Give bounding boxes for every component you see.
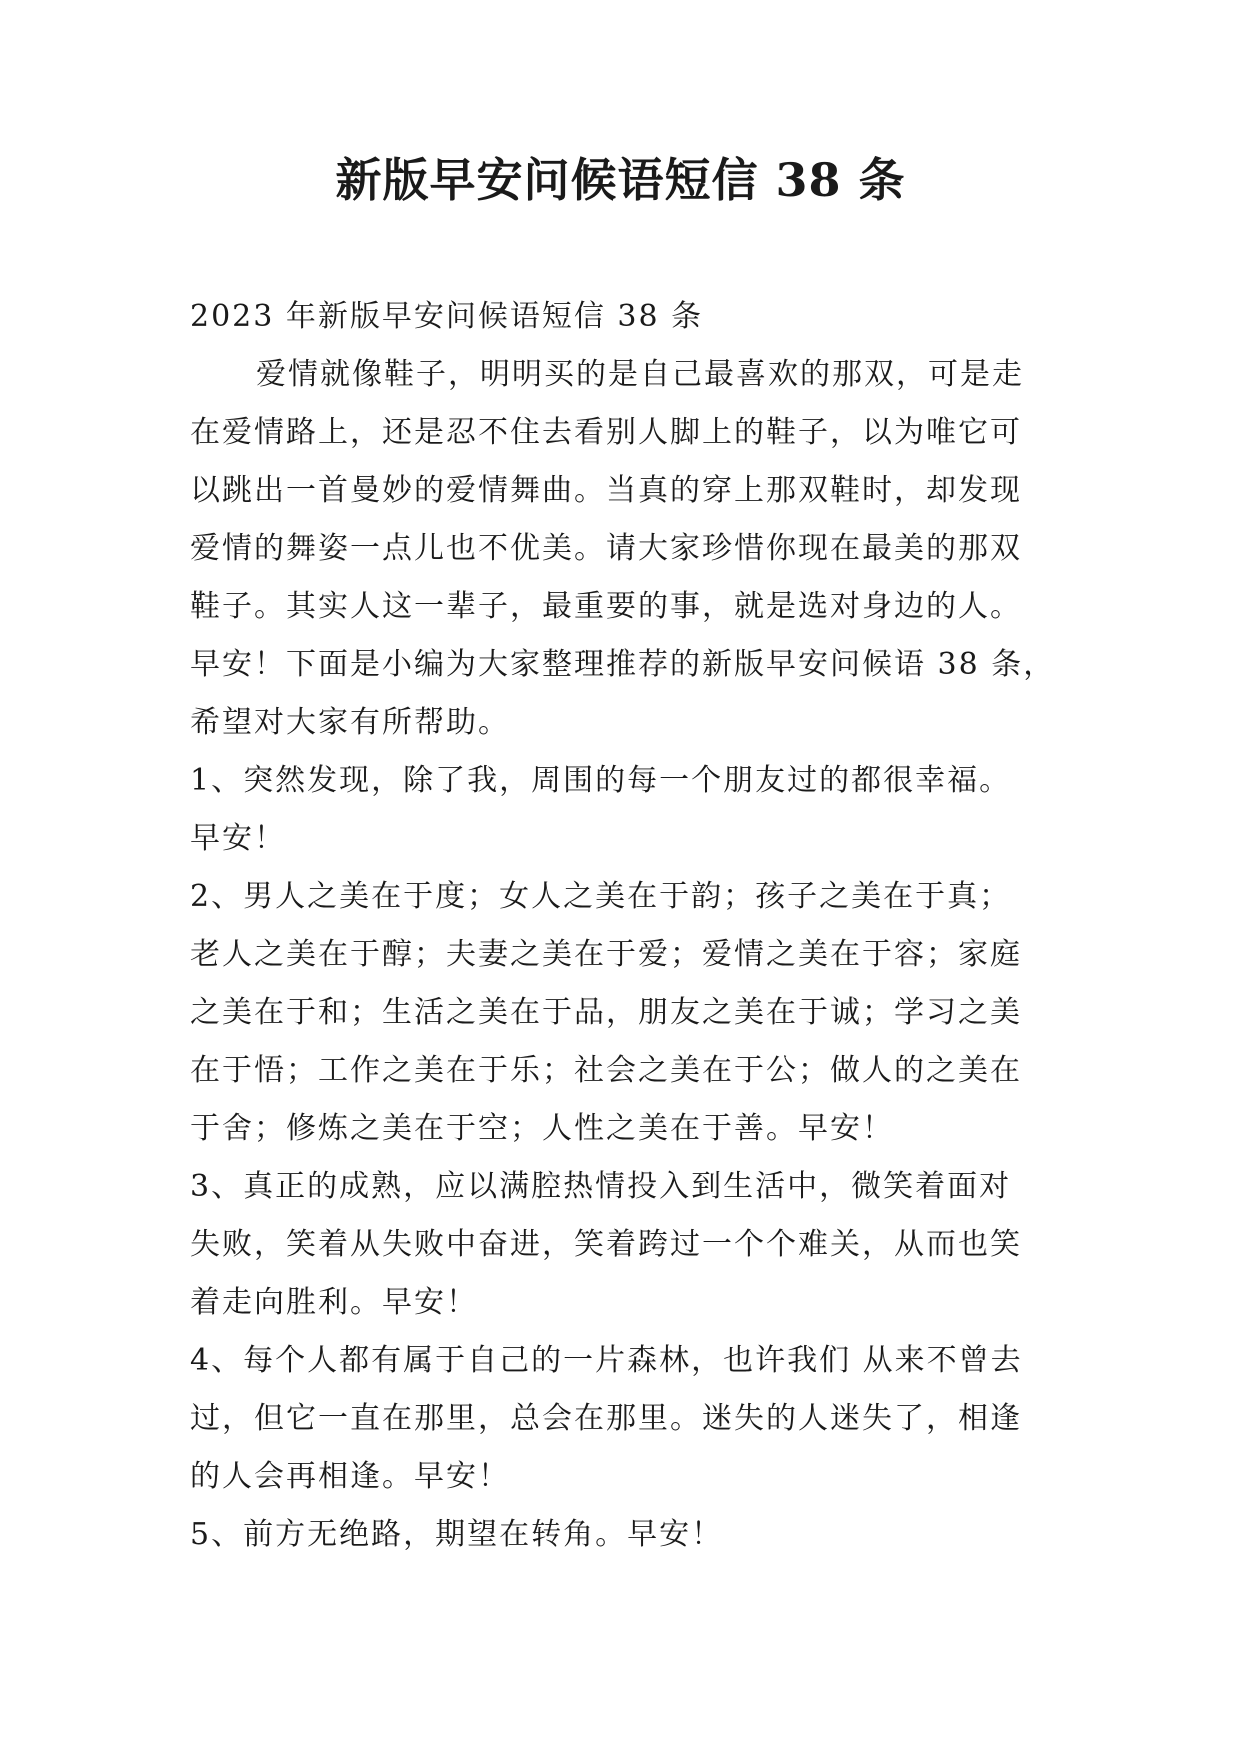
intro-line: 以跳出一首曼妙的爱情舞曲。当真的穿上那双鞋时，却发现 <box>190 473 1022 508</box>
item-5-line: 5、前方无绝路，期望在转角。早安！ <box>190 1517 724 1552</box>
item-4-line: 的人会再相逢。早安！ <box>190 1459 510 1494</box>
intro-line: 在爱情路上，还是忍不住去看别人脚上的鞋子，以为唯它可 <box>190 415 1022 450</box>
item-2-line: 在于悟；工作之美在于乐；社会之美在于公；做人的之美在 <box>190 1053 1022 1088</box>
item-3-line: 着走向胜利。早安！ <box>190 1285 478 1320</box>
item-4-line: 过，但它一直在那里，总会在那里。迷失的人迷失了，相逢 <box>190 1401 1022 1436</box>
intro-line: 爱情的舞姿一点儿也不优美。请大家珍惜你现在最美的那双 <box>190 531 1022 566</box>
item-2-line: 老人之美在于醇；夫妻之美在于爱；爱情之美在于容；家庭 <box>190 937 1022 972</box>
item-2-line: 于舍；修炼之美在于空；人性之美在于善。早安！ <box>190 1111 894 1146</box>
item-3-line: 失败，笑着从失败中奋进，笑着跨过一个个难关，从而也笑 <box>190 1227 1022 1262</box>
item-4-line: 4、每个人都有属于自己的一片森林，也许我们 从来不曾去 <box>190 1343 1023 1378</box>
document-title: 新版早安问候语短信 38 条 <box>335 153 906 207</box>
intro-line: 爱情就像鞋子，明明买的是自己最喜欢的那双，可是走 <box>256 357 1024 392</box>
document-body <box>190 288 1056 1564</box>
item-3-line: 3、真正的成熟，应以满腔热情投入到生活中，微笑着面对 <box>190 1169 1012 1204</box>
item-2-line: 2、男人之美在于度；女人之美在于韵；孩子之美在于真； <box>190 879 1012 914</box>
item-2-line: 之美在于和；生活之美在于品，朋友之美在于诚；学习之美 <box>190 995 1022 1030</box>
intro-line: 鞋子。其实人这一辈子，最重要的事，就是选对身边的人。 <box>190 589 1022 624</box>
intro-line: 希望对大家有所帮助。 <box>190 705 510 740</box>
intro-line: 早安！下面是小编为大家整理推荐的新版早安问候语 38 条， <box>190 647 1056 682</box>
item-1-line: 1、突然发现，除了我，周围的每一个朋友过的都很幸福。 <box>190 763 1012 798</box>
subtitle-line: 2023 年新版早安问候语短信 38 条 <box>190 299 704 334</box>
item-1-line: 早安！ <box>190 821 286 856</box>
